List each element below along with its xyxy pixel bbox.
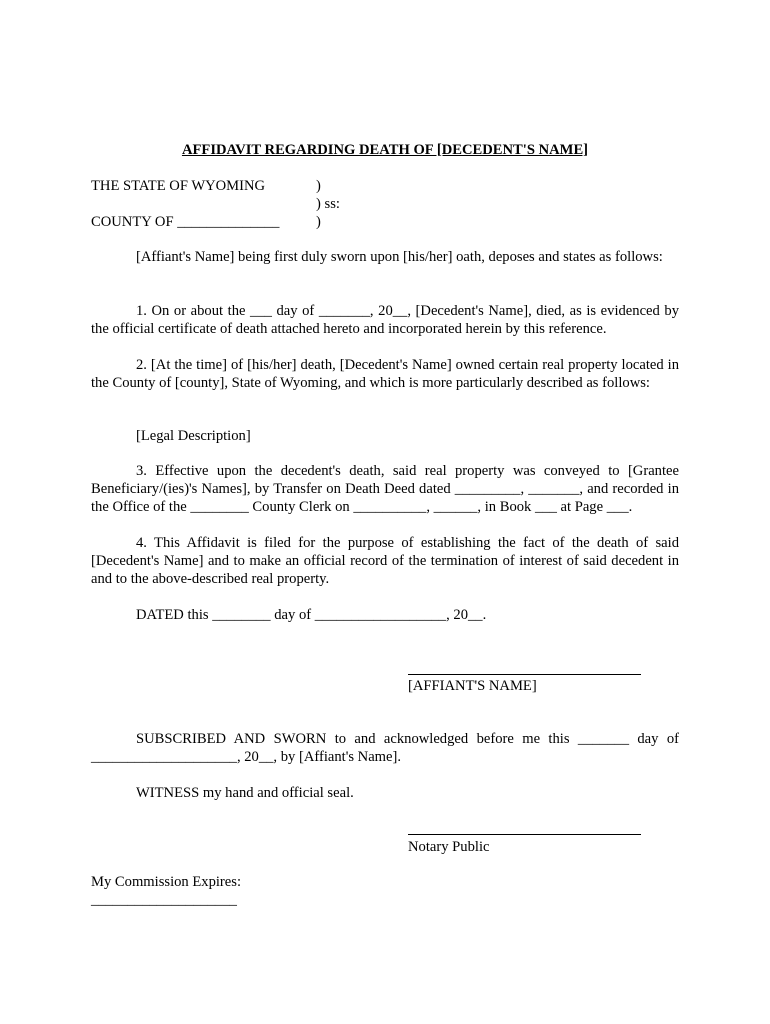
intro-paragraph: [Affiant's Name] being first duly sworn upon [his/her] oath, deposes and states as follows: [136,249,663,265]
notary-public-label: Notary Public [408,839,490,855]
paragraph-2: 2. [At the time] of [his/her] death, [Decedent's Name] owned certain real property located in the County of [county], State of Wyoming, and which is more particularly described as follows: [91,357,679,391]
commission-expires-label: My Commission Expires: [91,874,241,890]
affiant-name-label: [AFFIANT'S NAME] [408,678,537,694]
paragraph-1: 1. On or about the ___ day of _______, 20__, [Decedent's Name], died, as is evidenced by the official certificate of death attached hereto and incorporated herein by this reference. [91,303,679,337]
venue-ss: ) ss: [316,196,340,212]
venue-county: COUNTY OF ______________ [91,214,280,230]
paragraph-4: 4. This Affidavit is filed for the purpose of establishing the fact of the death of said [Decedent's Name] and to make an official record of the termination of interest of said decedent in and to the above-described real property. [91,535,679,587]
affiant-signature-line [408,674,641,675]
venue-paren-top: ) [316,178,321,194]
document-title: AFFIDAVIT REGARDING DEATH OF [DECEDENT'S NAME] [181,142,589,158]
witness-line: WITNESS my hand and official seal. [136,785,354,801]
subscribed-sworn-paragraph: SUBSCRIBED AND SWORN to and acknowledged before me this _______ day of ____________________, 20__, by [Affiant's Name]. [91,731,679,765]
paragraph-3: 3. Effective upon the decedent's death, said real property was conveyed to [Grantee Beneficiary/(ies)'s Names], by Transfer on Death Deed dated _________, _______, and recorded in the Office of the ________ County Clerk on __________, ______, in Book ___ at Page ___. [91,463,679,515]
legal-description: [Legal Description] [136,428,251,444]
commission-expires-blank: ____________________ [91,892,237,908]
notary-signature-line [408,834,641,835]
dated-line: DATED this ________ day of __________________, 20__. [136,607,487,623]
venue-state: THE STATE OF WYOMING [91,178,266,194]
venue-paren-bottom: ) [316,214,321,230]
